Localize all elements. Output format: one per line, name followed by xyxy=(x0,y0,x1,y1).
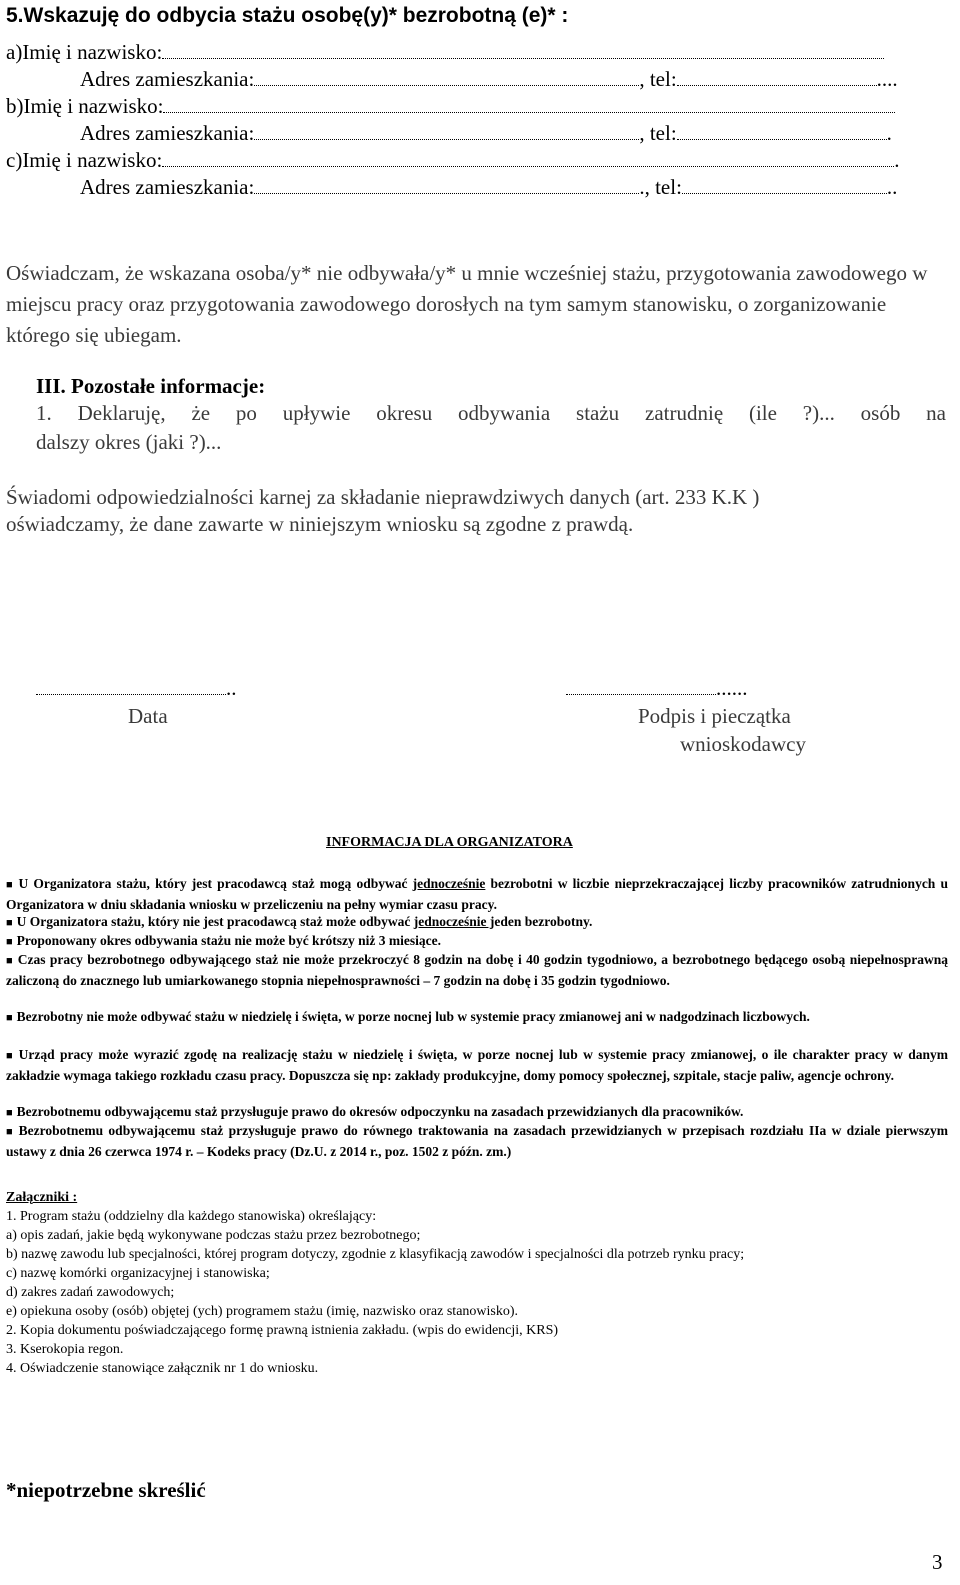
person-b-name-label: b)Imię i nazwisko: xyxy=(6,94,164,118)
info-paragraph-2 xyxy=(6,912,948,933)
person-c-tel-label: ., tel: xyxy=(639,175,682,199)
section3-item1-line2: dalszy okres (jaki ?)... xyxy=(36,430,222,454)
info-p2-text-a: U Organizatora stażu, który nie jest pracodawcą staż może odbywać xyxy=(16,914,414,929)
person-b-name-field[interactable] xyxy=(163,98,895,113)
info-p2-text-b: eden bezrobotny. xyxy=(494,914,593,929)
bullet-icon: ■ xyxy=(6,1050,15,1062)
info-p1-text-a: U Organizatora stażu, który jest pracodawcą staż mogą odbywać xyxy=(18,876,413,891)
person-c-address-field[interactable] xyxy=(254,179,639,194)
info-paragraph-1 xyxy=(6,874,948,914)
info-title: INFORMACJA DLA ORGANIZATORA xyxy=(326,835,573,850)
declaration-text: Oświadczam, że wskazana osoba/y* nie odbywała/y* u mnie wcześniej stażu, przygotowania zawodowego w miejscu pracy oraz przygotowania zawodowego dorosłych na tym samym stanowisku, o zorganizowanie którego się ubiegam. xyxy=(6,261,928,347)
date-dots-line xyxy=(36,676,237,701)
attachment-item: e) opiekuna osoby (osób) objętej (ych) programem stażu (imię, nazwisko oraz stanowisko). xyxy=(6,1304,519,1319)
person-a-name-row xyxy=(6,40,884,65)
person-a-name-field[interactable] xyxy=(162,44,884,59)
person-a-address-field[interactable] xyxy=(254,71,639,86)
bullet-icon: ■ xyxy=(6,879,15,891)
info-p1-text-b: bezrobotni w liczbie nieprzekraczającej liczby pracowników zatrudnionych u Organizatora w dniu składania wniosku w przeliczeniu na pełny wymiar czasu pracy. xyxy=(6,876,949,912)
info-paragraph-6 xyxy=(6,1045,948,1085)
section3-heading: III. Pozostałe informacje: xyxy=(36,374,266,398)
person-a-address-row xyxy=(80,67,898,92)
person-c-name-label: c)Imię i nazwisko: xyxy=(6,148,163,172)
person-b-address-label: Adres zamieszkania: xyxy=(80,121,255,145)
person-b-name-row xyxy=(6,94,895,119)
bullet-icon: ■ xyxy=(6,1107,13,1119)
bullet-icon: ■ xyxy=(6,955,14,967)
attachment-item: 3. Kserokopia regon. xyxy=(6,1342,124,1357)
footnote: *niepotrzebne skreślić xyxy=(6,1478,206,1502)
signature-dots-tail: ...... xyxy=(716,676,748,700)
info-p5-text: Bezrobotny nie może odbywać stażu w niedzielę i święta, w porze nocnej lub w systemie pracy zmianowej ani w nadgodzinach liczbowych. xyxy=(16,1009,810,1024)
signature-label-1: Podpis i pieczątka xyxy=(638,704,791,728)
attachment-item: a) opis zadań, jakie będą wykonywane podczas stażu przez bezrobotnego; xyxy=(6,1228,421,1243)
bullet-icon: ■ xyxy=(6,936,13,948)
info-paragraph-8 xyxy=(6,1121,948,1161)
person-b-tel-tail: . xyxy=(886,121,892,145)
signature-label-2: wnioskodawcy xyxy=(680,732,806,756)
info-p4-text: Czas pracy bezrobotnego odbywającego staż nie może przekroczyć 8 godzin na dobę i 40 godzin tygodniowo, a bezrobotnego będącego osobą niepełnosprawną zaliczoną do znacznego lub umiarkowanego stopnia niepełnosprawności – 7 godzin na dobę i 35 godzin tygodniowo. xyxy=(6,952,948,988)
attachment-item: b) nazwę zawodu lub specjalności, której program dotyczy, zgodnie z klasyfikacją zawodów i specjalności dla potrzeb rynku pracy; xyxy=(6,1247,745,1262)
signature-dots-line xyxy=(566,676,748,701)
info-p7-text: Bezrobotnemu odbywającemu staż przysługuje prawo do okresów odpoczynku na zasadach przewidzianych dla pracowników. xyxy=(16,1104,744,1119)
attachment-item: 2. Kopia dokumentu poświadczającego formę prawną istnienia zakładu. (wpis do ewidencji, KRS) xyxy=(6,1323,559,1338)
person-b-tel-label: , tel: xyxy=(639,121,677,145)
info-p8-text: Bezrobotnemu odbywającemu staż przysługuje prawo do równego traktowania na zasadach przewidzianych w przepisach rozdziału IIa w dziale pierwszym ustawy z dnia 26 czerwca 1974 r. – Kodeks pracy (Dz.U. z 2014 r., poz. 1502 z późn. zm.) xyxy=(6,1123,948,1159)
person-b-address-field[interactable] xyxy=(254,125,639,140)
info-p2-underlined: jednocześnie j xyxy=(413,914,495,929)
info-p6-text: Urząd pracy może wyrazić zgodę na realizację stażu w niedzielę i święta, w porze nocnej lub w systemie pracy zmianowej, o ile charakter pracy w danym zakładzie wymaga takiego rozkładu czasu pracy. Dopuszcza się np: zakłady produkcyjne, domy pomocy społecznej, szpitale, stacje paliw, agencje ochrony. xyxy=(6,1047,948,1083)
section3-item1-line1: 1. Deklaruję, że po upływie okresu odbywania stażu zatrudnię (ile ?)... osób na xyxy=(36,401,946,425)
person-b-address-row xyxy=(80,121,892,146)
attachment-item: 4. Oświadczenie stanowiące załącznik nr 1 do wniosku. xyxy=(6,1361,319,1376)
person-c-name-tail: . xyxy=(894,148,900,172)
liability-line2: oświadczamy, że dane zawarte w niniejszym wniosku są zgodne z prawdą. xyxy=(6,512,634,536)
person-a-tel-label: , tel: xyxy=(639,67,677,91)
date-field[interactable] xyxy=(36,680,226,695)
attachment-item: c) nazwę komórki organizacyjnej i stanowiska; xyxy=(6,1266,270,1281)
bullet-icon: ■ xyxy=(6,1126,15,1138)
person-a-name-label: a)Imię i nazwisko: xyxy=(6,40,163,64)
info-paragraph-7 xyxy=(6,1102,948,1123)
person-a-tel-tail: .... xyxy=(876,67,898,91)
bullet-icon: ■ xyxy=(6,917,13,929)
person-b-tel-field[interactable] xyxy=(677,125,887,140)
date-label: Data xyxy=(128,704,168,728)
info-paragraph-3 xyxy=(6,931,948,952)
attachments-title: Załączniki : xyxy=(6,1190,78,1205)
info-p1-underlined: jednocześnie xyxy=(412,876,486,891)
person-a-tel-field[interactable] xyxy=(677,71,877,86)
date-dots-tail: .. xyxy=(226,676,237,700)
info-paragraph-4 xyxy=(6,950,948,990)
page-number: 3 xyxy=(932,1550,943,1574)
person-c-tel-field[interactable] xyxy=(682,179,887,194)
bullet-icon: ■ xyxy=(6,1012,13,1024)
info-paragraph-5 xyxy=(6,1007,948,1028)
signature-field[interactable] xyxy=(566,680,716,695)
person-c-name-field[interactable] xyxy=(162,152,894,167)
attachment-item: d) zakres zadań zawodowych; xyxy=(6,1285,175,1300)
person-c-tel-tail: .. xyxy=(886,175,898,199)
person-c-address-label: Adres zamieszkania: xyxy=(80,175,255,199)
liability-line1: Świadomi odpowiedzialności karnej za składanie nieprawdziwych danych (art. 233 K.K ) xyxy=(6,485,760,509)
info-p3-text: Proponowany okres odbywania stażu nie może być krótszy niż 3 miesiące. xyxy=(16,933,442,948)
person-a-address-label: Adres zamieszkania: xyxy=(80,67,255,91)
person-c-name-row xyxy=(6,148,900,173)
person-c-address-row xyxy=(80,175,897,200)
attachment-item: 1. Program stażu (oddzielny dla każdego stanowiska) określający: xyxy=(6,1209,377,1224)
section5-heading: 5.Wskazuję do odbycia stażu osobę(y)* bezrobotną (e)* : xyxy=(6,4,569,27)
